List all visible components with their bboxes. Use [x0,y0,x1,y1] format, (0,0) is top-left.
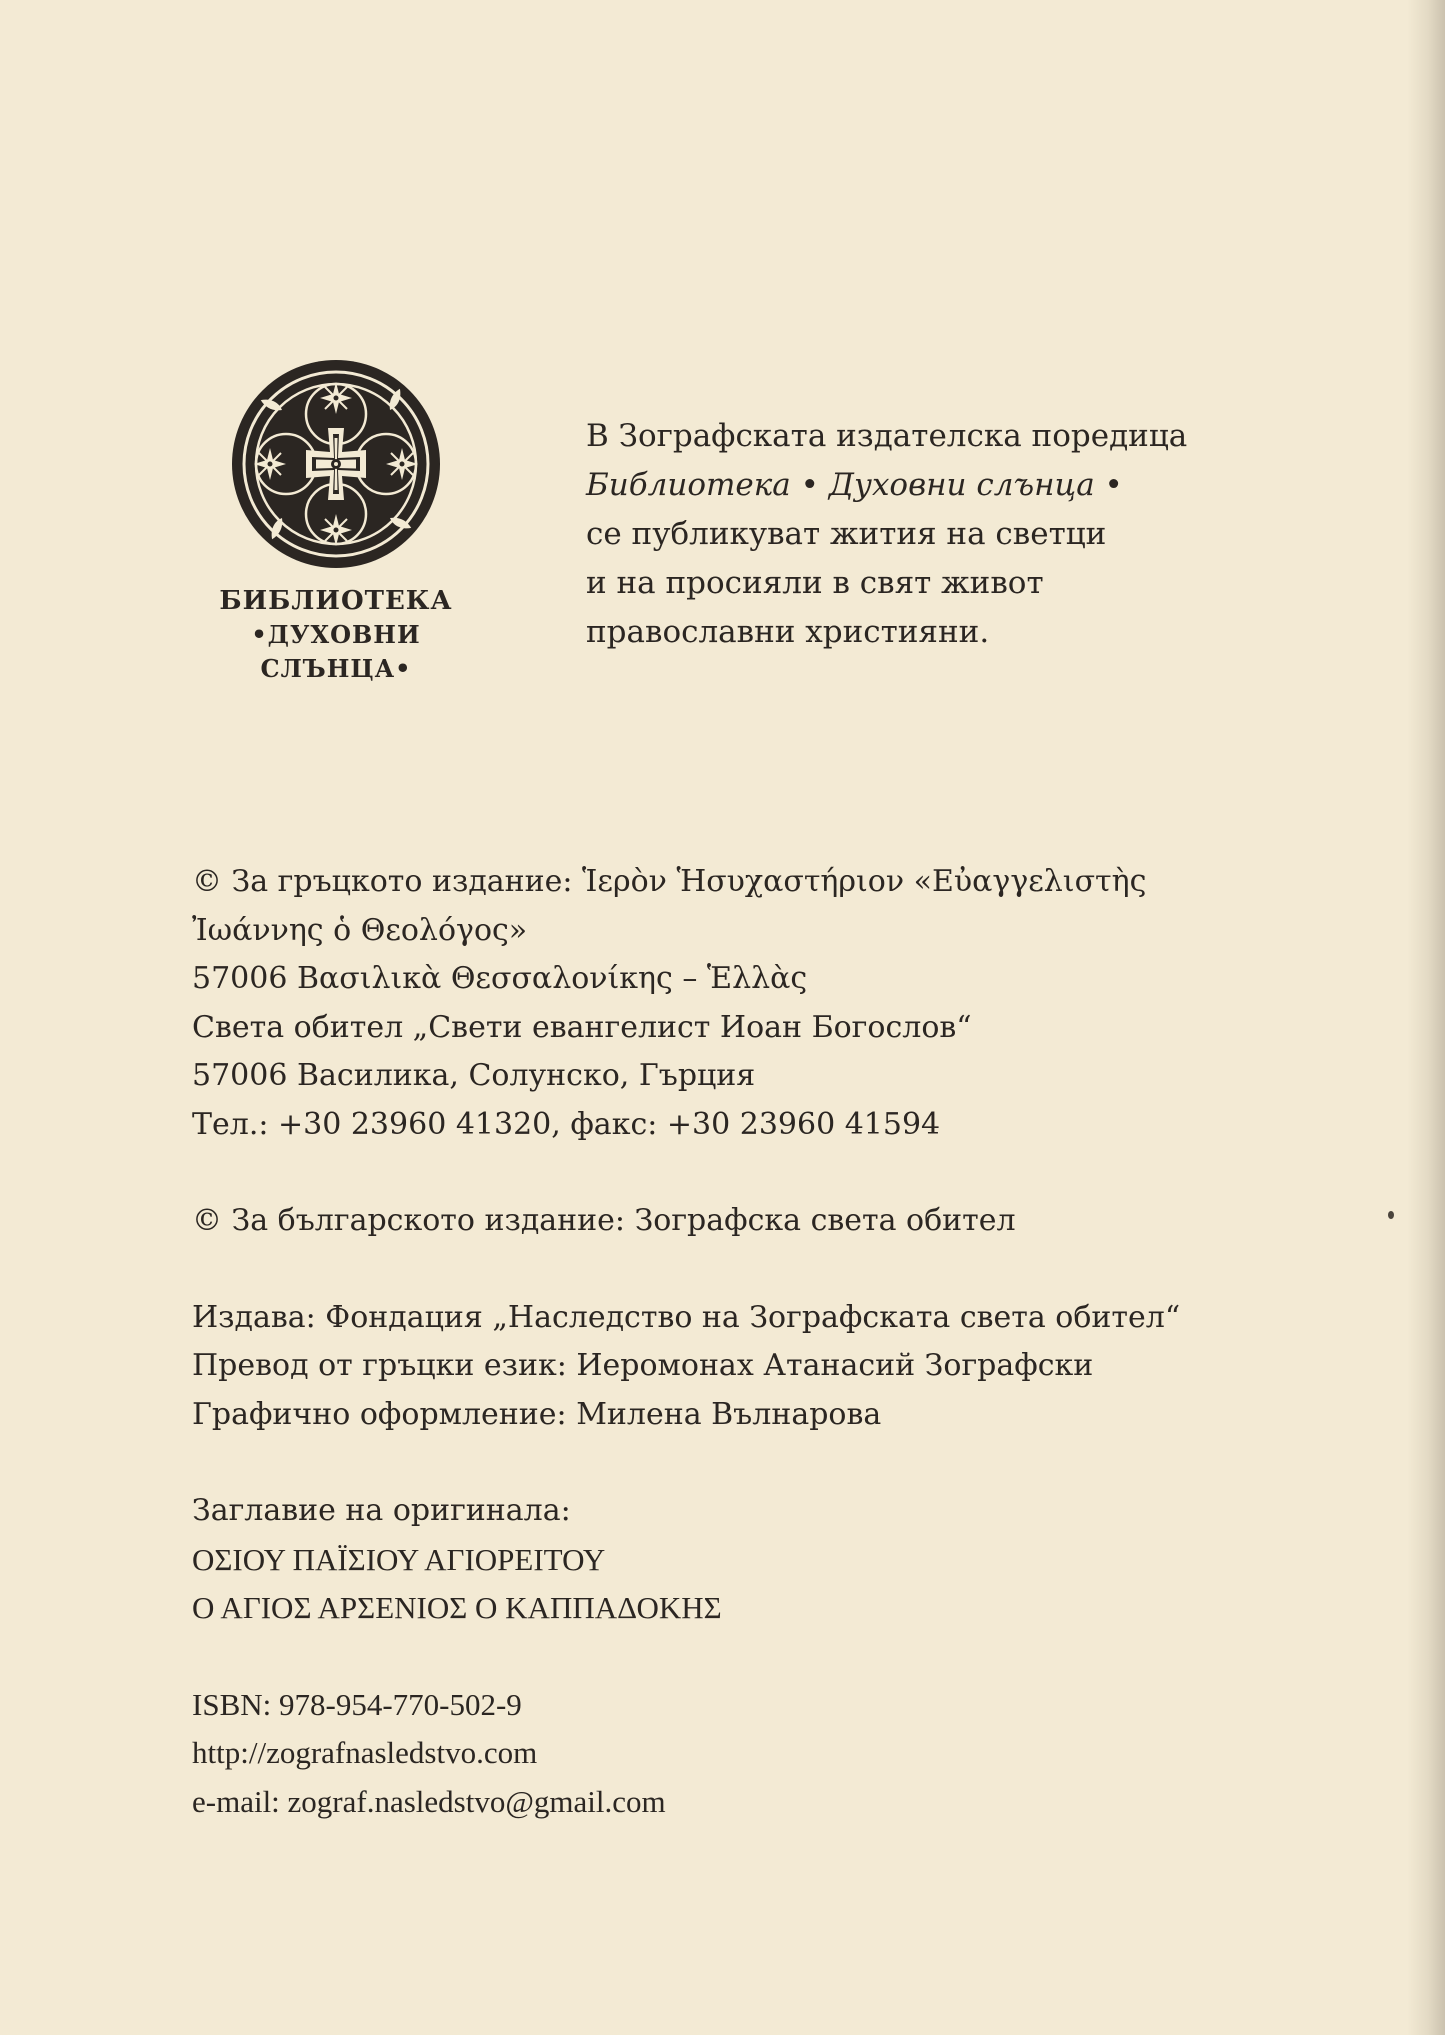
series-line-1: В Зографската издателска поредица [586,418,1188,454]
greek-edition-line-1: © За гръцкото издание: Ἱερὸν Ἡσυχαστήριον «Εὐαγγελιστὴς [192,864,1147,899]
series-description [586,412,1346,657]
design-credit: Графично оформление: Милена Вълнарова [192,1396,882,1432]
greek-edition-copyright [192,858,1342,1149]
bulgarian-edition-copyright [192,1197,1342,1246]
paper-speck [1388,1211,1394,1219]
series-name: Библиотека • Духовни слънца • [586,467,1123,503]
greek-edition-line-2: Ἰωάννης ὁ Θεολόγος» [192,912,528,948]
page-edge-shadow [1407,0,1445,2035]
series-logo [186,358,486,686]
greek-edition-line-5: 57006 Василика, Солунско, Гърция [192,1058,756,1093]
logo-subtitle: •ДУХОВНИ СЛЪНЦА• [251,620,421,683]
logo-title: БИБЛИОТЕКА [219,586,453,616]
credits [192,1294,1342,1440]
isbn: ISBN: 978-954-770-502-9 [192,1686,522,1722]
email-link[interactable]: e-mail: zograf.nasledstvo@gmail.com [192,1783,666,1819]
website-link[interactable]: http://zografnasledstvo.com [192,1735,538,1770]
original-title-line-1: ΟΣΙΟΥ ΠΑΪΣΙΟΥ ΑΓΙΟΡΕΙΤΟΥ [192,1541,606,1577]
original-title-label: Заглавие на оригинала: [192,1493,571,1528]
greek-edition-line-3: 57006 Βασιλικὰ Θεσσαλονίκης – Ἑλλὰς [192,961,808,996]
translation-credit: Превод от гръцки език: Иеромонах Атанасий Зографски [192,1348,1094,1383]
greek-edition-line-4: Света обител „Свети евангелист Иоан Богослов“ [192,1009,972,1045]
original-title [192,1487,1342,1633]
contacts [192,1681,1342,1827]
series-line-4: и на просияли в свят живот [586,565,1044,601]
series-line-3: се публикуват жития на светци [586,516,1107,552]
publisher-credit: Издава: Фондация „Наследство на Зографската света обител“ [192,1299,1181,1335]
imprint-block [192,858,1342,1874]
series-line-5: православни християни. [586,614,990,650]
original-title-line-2: Ο ΑΓΙΟΣ ΑΡΣΕΝΙΟΣ Ο ΚΑΠΠΑΔΟΚΗΣ [192,1590,722,1625]
bulgarian-edition-line: © За българското издание: Зографска света обител [192,1203,1016,1238]
cross-medallion-icon [230,358,442,570]
greek-edition-phone: Тел.: +30 23960 41320, факс: +30 23960 41594 [192,1106,941,1142]
